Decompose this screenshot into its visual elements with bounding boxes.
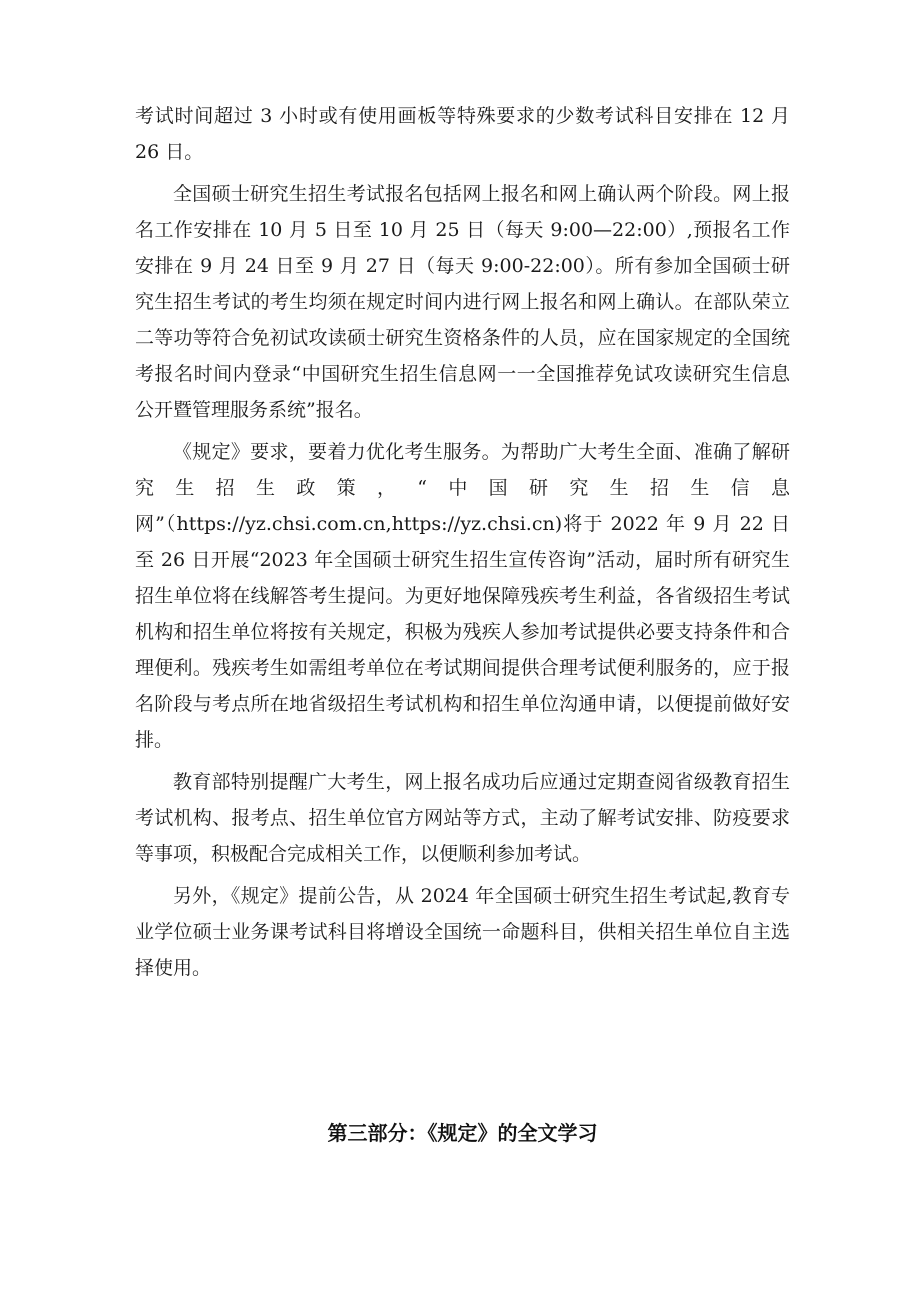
document-body bbox=[135, 98, 790, 992]
paragraph-reminder: 教育部特别提醒广大考生，网上报名成功后应通过定期查阅省级教育招生考试机构、报考点、招生单位官方网站等方式，主动了解考试安排、防疫要求等事项，积极配合完成相关工作，以便顺利参加考试。 bbox=[135, 771, 790, 865]
paragraph-additional-notice: 另外，《规定》提前公告，从 2024 年全国硕士研究生招生考试起,教育专业学位硕士业务课考试科目将增设全国统一命题科目，供相关招生单位自主选择使用。 bbox=[135, 885, 790, 979]
paragraph-registration: 全国硕士研究生招生考试报名包括网上报名和网上确认两个阶段。网上报名工作安排在 10 月 5 日至 10 月 25 日（每天 9:00—22:00）,预报名工作安排在 9 月 24 日至 9 月 27 日（每天 9:00-22:00）。所有参加全国硕士研究生招生考试的考生均须在规定时间内进行网上报名和网上确认。在部队荣立二等功等符合免初试攻读硕士研究生资格条件的人员，应在国家规定的全国统考报名时间内登录“中国研究生招生信息网一一全国推荐免试攻读研究生信息公开暨管理服务系统”报名。 bbox=[135, 183, 790, 421]
paragraph-exam-schedule: 考试时间超过 3 小时或有使用画板等特殊要求的少数考试科目安排在 12 月 26 日。 bbox=[135, 105, 790, 163]
paragraph-candidate-service: 《规定》要求，要着力优化考生服务。为帮助广大考生全面、准确了解研究生招生政策，“中国研究生招生信息网”（https://yz.chsi.com.cn,https://yz.chsi.cn)将于 2022 年 9 月 22 日至 26 日开展“2023 年全国硕士研究生招生宣传咨询”活动，届时所有研究生招生单位将在线解答考生提问。为更好地保障残疾考生利益，各省级招生考试机构和招生单位将按有关规定，积极为残疾人参加考试提供必要支持条件和合理便利。残疾考生如需组考单位在考试期间提供合理考试便利服务的，应于报名阶段与考点所在地省级招生考试机构和招生单位沟通申请，以便提前做好安排。 bbox=[135, 441, 790, 751]
section-heading: 第三部分：《规定》的全文学习 bbox=[327, 1121, 598, 1145]
